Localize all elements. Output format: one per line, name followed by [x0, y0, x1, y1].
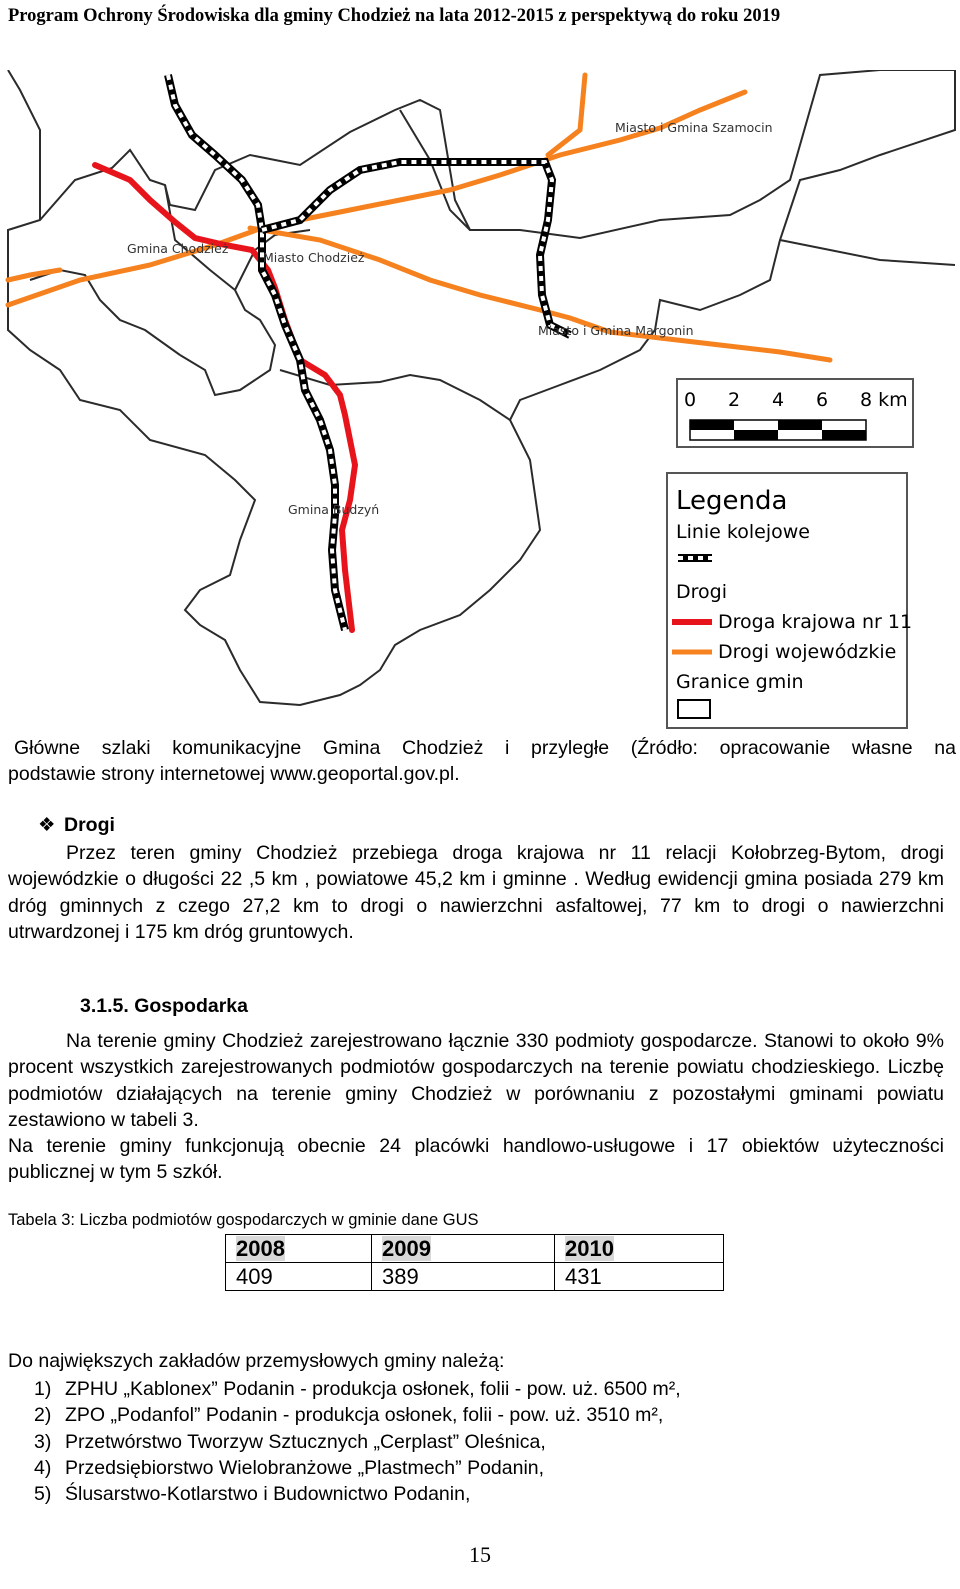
roads-title	[38, 813, 115, 837]
page-number: 15	[469, 1542, 491, 1567]
list-item: 4) Przedsiębiorstwo Wielobranżowe „Plastmech” Podanin,	[34, 1456, 545, 1479]
table-header-2010: 2010	[555, 1235, 724, 1263]
legend-railways: Linie kolejowe	[676, 521, 810, 543]
legend-title: Legenda	[676, 486, 788, 516]
factories-list	[8, 1376, 681, 1507]
table-row	[226, 1263, 724, 1291]
diamond-bullet-icon: ❖	[38, 814, 56, 836]
list-item: 5) Ślusarstwo-Kotlarstwo i Budownictwo Podanin,	[34, 1483, 471, 1506]
factories-intro: Do największych zakładów przemysłowych gminy należą:	[8, 1350, 505, 1372]
list-item: 3) Przetwórstwo Tworzyw Sztucznych „Cerplast” Oleśnica,	[34, 1430, 546, 1453]
economy-paragraph-2: Na terenie gminy funkcjonują obecnie 24 placówki handlowo-usługowe i 17 obiektów użyteczności publicznej w tym 5 szkół.	[8, 1135, 944, 1184]
scale-tick-6: 6	[816, 389, 829, 411]
map-caption-line-1: Główne szlaki komunikacyjne Gmina Chodzież i przyległe (Źródło: opracowanie własne na	[14, 737, 956, 759]
scale-tick-0: 0	[684, 389, 697, 411]
section-heading-economy: 3.1.5. Gospodarka	[80, 995, 248, 1017]
economy-paragraph-1: Na terenie gminy Chodzież zarejestrowano łącznie 330 podmioty gospodarcze. Stanowi to około 9% procent wszystkich zarejestrowanych podmiotów gospodarczych na terenie powiatu chodzieskiego. Liczbę podmiotów działających na terenie gminy Chodzież w porównaniu z pozostałymi gminami powiatu zestawiono w tabeli 3.	[8, 1030, 944, 1131]
legend-roads: Drogi	[676, 581, 727, 603]
label-margonin: Miasto i Gmina Margonin	[538, 323, 694, 338]
scale-bar	[677, 379, 913, 447]
scale-tick-4: 4	[772, 389, 785, 411]
road-map	[0, 70, 960, 740]
national-road-11	[95, 165, 355, 630]
table-header-2009: 2009	[372, 1235, 555, 1263]
roads-title-text: Drogi	[64, 814, 115, 836]
scale-tick-2: 2	[728, 389, 741, 411]
legend-voivodeship-roads: Drogi wojewódzkie	[718, 641, 897, 663]
label-szamocin: Miasto i Gmina Szamocin	[615, 120, 773, 135]
table-cell-2009: 389	[372, 1263, 555, 1291]
label-miasto-chodziez: Miasto Chodzież	[263, 250, 365, 265]
label-budzyn: Gmina Budzyń	[288, 502, 380, 517]
label-gmina-chodziez: Gmina Chodzież	[127, 241, 229, 256]
page-header: Program Ochrony Środowiska dla gminy Chodzież na lata 2012-2015 z perspektywą do roku 2019	[8, 6, 781, 26]
legend-national-road: Droga krajowa nr 11	[718, 611, 913, 633]
table-header-row	[226, 1235, 724, 1263]
map-legend	[667, 473, 912, 728]
roads-paragraph: Przez teren gminy Chodzież przebiega droga krajowa nr 11 relacji Kołobrzeg-Bytom, drogi wojewódzkie o długości 22 ,5 km , powiatowe 45,2 km i gminne . Według ewidencji gmina posiada 279 km dróg gminnych z czego 27,2 km to drogi o nawierzchni asfaltowej, 77 km to drogi o nawierzchni utrwardzonej i 175 km dróg gruntowych.	[8, 842, 944, 943]
table-cell-2008: 409	[226, 1263, 372, 1291]
railways	[168, 75, 570, 630]
table-header-2008: 2008	[226, 1235, 372, 1263]
map-caption	[8, 735, 956, 788]
table-cell-2010: 431	[555, 1263, 724, 1291]
road-map-svg	[0, 70, 960, 740]
legend-boundaries: Granice gmin	[676, 671, 804, 693]
list-item: 1) ZPHU „Kablonex” Podanin - produkcja osłonek, folii - pow. uż. 6500 m²,	[34, 1378, 681, 1400]
scale-tick-8: 8 km	[860, 389, 908, 411]
table-caption: Tabela 3: Liczba podmiotów gospodarczych w gminie dane GUS	[8, 1211, 479, 1229]
list-item: 2) ZPO „Podanfol” Podanin - produkcja osłonek, folii - pow. uż. 3510 m²,	[34, 1404, 664, 1427]
legend-boundary-swatch	[678, 700, 710, 718]
businesses-table	[225, 1234, 724, 1291]
map-caption-line-2: podstawie strony internetowej www.geoportal.gov.pl.	[8, 763, 460, 786]
